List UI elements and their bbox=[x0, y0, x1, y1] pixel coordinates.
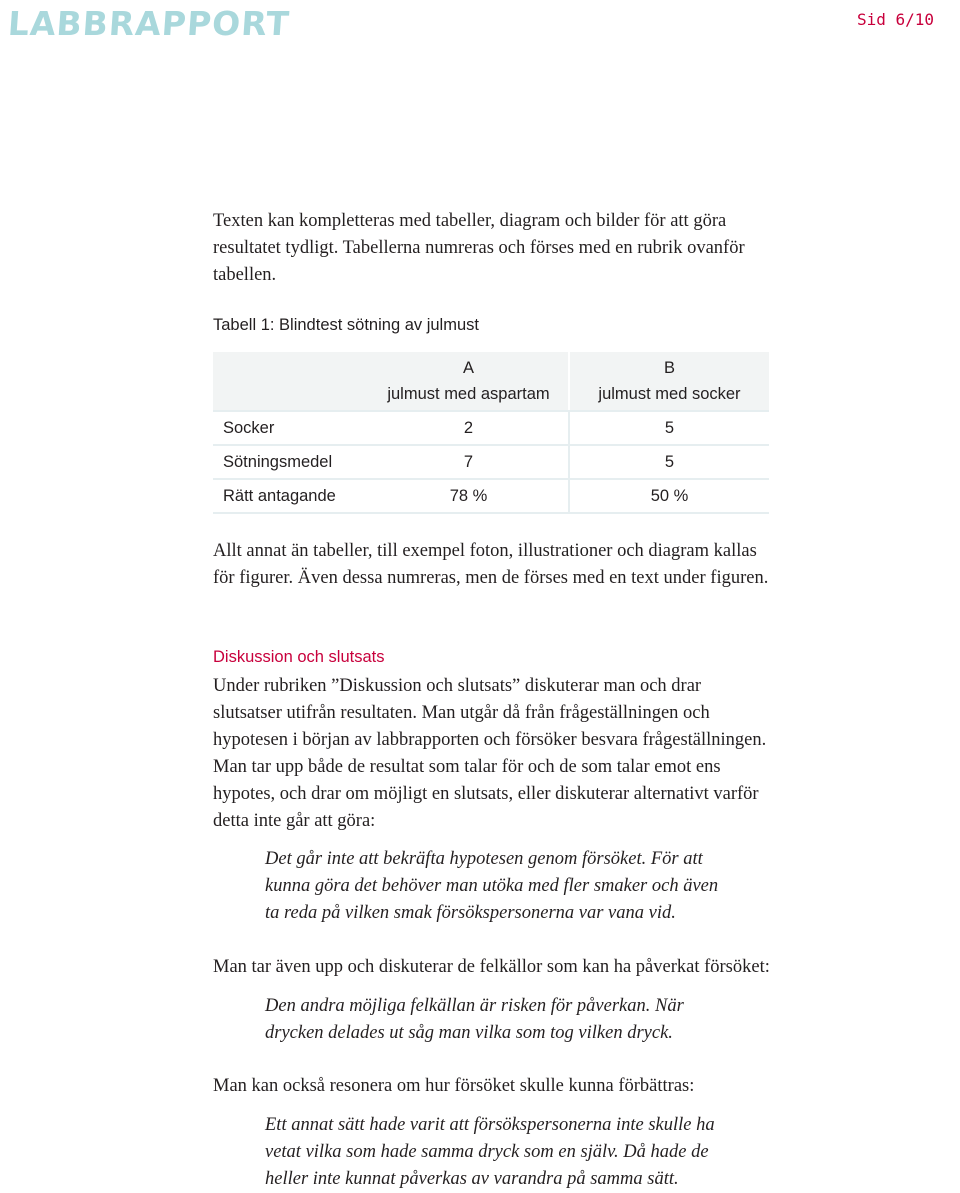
figures-paragraph: Allt annat än tabeller, till exempel foton, illustrationer och diagram kallas för figurer. Även dessa numreras, men de förses med en text under figuren. bbox=[213, 541, 769, 588]
error-sources-lead: Man tar även upp och diskuterar de felkällor som kan ha påverkat försöket: bbox=[213, 957, 770, 977]
labbrapport-logo: LABBRAPPORT bbox=[6, 4, 292, 43]
improvement-lead: Man kan också resonera om hur försöket skulle kunna förbättras: bbox=[213, 1076, 695, 1096]
table-header-b bbox=[569, 352, 769, 411]
cell-b: 5 bbox=[569, 411, 769, 445]
row-label: Socker bbox=[213, 411, 369, 445]
discussion-paragraph: Under rubriken ”Diskussion och slutsats” diskuterar man och drar slutsatser utifrån resultaten. Man utgår då från frågeställningen och hypotesen i början av labbrapporten och försöker besvara frågeställningen. Man tar upp både de resultat som talar för och de som talar emot ens hypotes, och drar om möjligt en slutsats, eller diskuterar alternativt varför detta inte går att göra: bbox=[213, 676, 767, 831]
column-a-label: julmust med aspartam bbox=[387, 385, 550, 403]
column-b-label: julmust med socker bbox=[598, 385, 741, 403]
intro-paragraph: Texten kan kompletteras med tabeller, diagram och bilder för att göra resultatet tydligt. Tabellerna numreras och förses med en rubrik ovanför tabellen. bbox=[213, 211, 745, 285]
section-heading: Diskussion och slutsats bbox=[213, 648, 385, 666]
example-quote-3: Ett annat sätt hade varit att försökspersonerna inte skulle ha vetat vilka som hade samma dryck som en själv. Då hade de heller inte kunnat påverkas av varandra på samma sätt. bbox=[265, 1115, 715, 1189]
cell-a: 78 % bbox=[369, 479, 569, 513]
table-row bbox=[213, 411, 769, 445]
results-table bbox=[213, 352, 769, 514]
table-header-empty bbox=[213, 352, 369, 411]
table-caption: Tabell 1: Blindtest sötning av julmust bbox=[213, 316, 479, 334]
table-row bbox=[213, 479, 769, 513]
table-row bbox=[213, 445, 769, 479]
cell-b: 50 % bbox=[569, 479, 769, 513]
example-quote-2: Den andra möjliga felkällan är risken för påverkan. När drycken delades ut såg man vilka som tog vilken dryck. bbox=[265, 996, 684, 1043]
page-number: Sid 6/10 bbox=[856, 10, 934, 29]
cell-b: 5 bbox=[569, 445, 769, 479]
cell-a: 7 bbox=[369, 445, 569, 479]
column-a-letter: A bbox=[462, 359, 474, 377]
example-quote-1: Det går inte att bekräfta hypotesen genom försöket. För att kunna göra det behöver man utöka med fler smaker och även ta reda på vilken smak försökspersonerna var vana vid. bbox=[265, 849, 719, 923]
column-b-letter: B bbox=[663, 359, 675, 377]
table-header-a bbox=[369, 352, 569, 411]
cell-a: 2 bbox=[369, 411, 569, 445]
row-label: Sötningsmedel bbox=[213, 445, 369, 479]
row-label: Rätt antagande bbox=[213, 479, 369, 513]
table-header-row bbox=[213, 352, 769, 411]
